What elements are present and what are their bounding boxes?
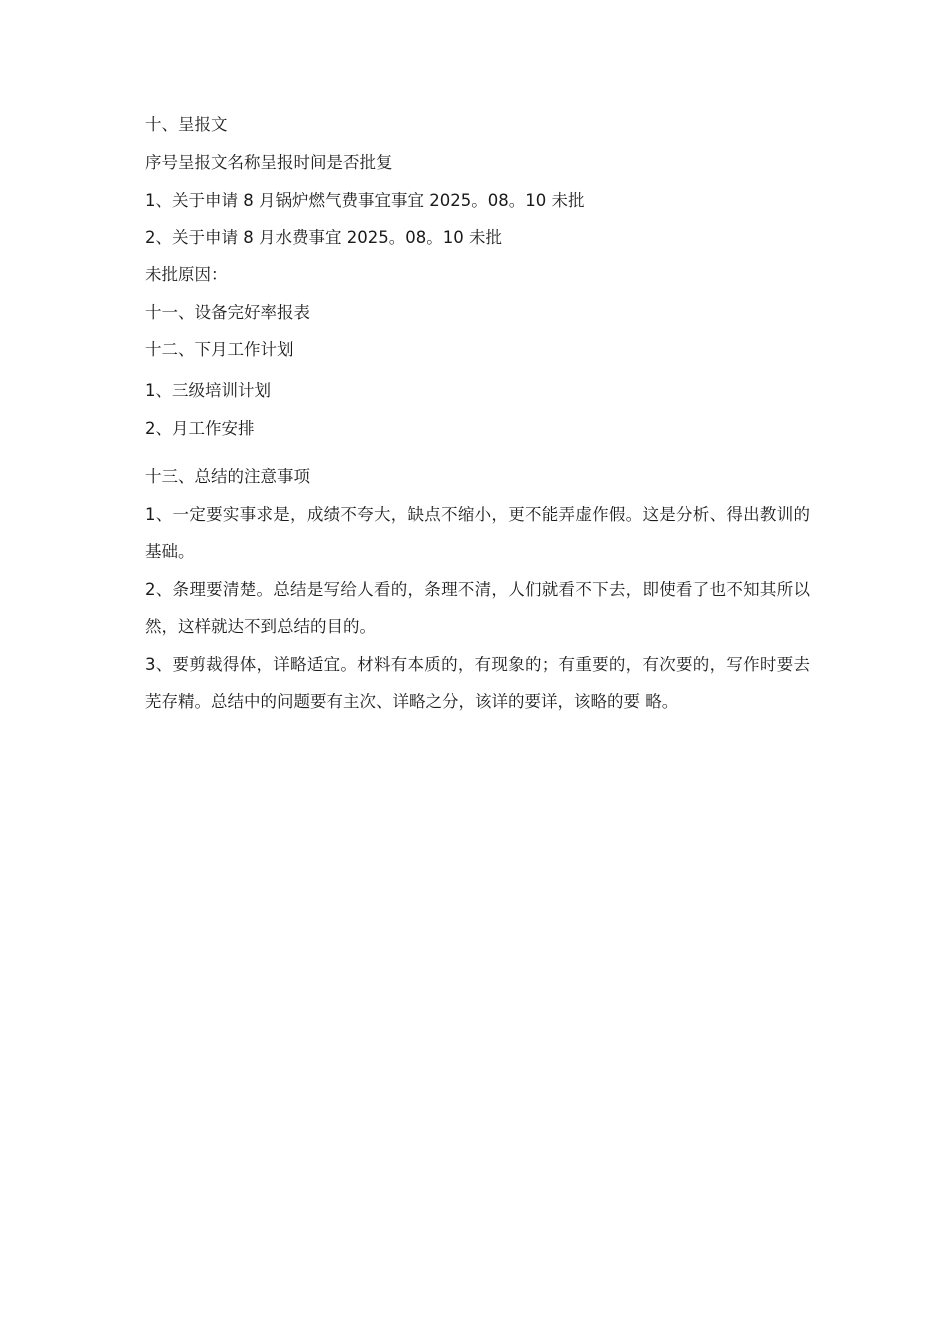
report-item-1: 1、关于申请 8 月锅炉燃气费事宜事宜 2025。08。10 未批 [145,191,585,210]
section-11-heading: 十一、设备完好率报表 [145,303,310,322]
note-paragraph-1: 1、一定要实事求是，成绩不夸大，缺点不缩小，更不能弄虚作假。这是分析、得出教训的基础。 [145,505,810,561]
section-13-heading: 十三、总结的注意事项 [145,467,310,486]
plan-item-1: 1、三级培训计划 [145,381,271,400]
note-paragraph-3: 3、要剪裁得体，详略适宜。材料有本质的，有现象的；有重要的，有次要的，写作时要去芜存精。总结中的问题要有主次、详略之分，该详的要详，该略的要 略。 [145,655,810,711]
plan-item-2: 2、月工作安排 [145,419,255,438]
table-header-line: 序号呈报文名称呈报时间是否批复 [145,153,393,172]
section-10-heading: 十、呈报文 [145,115,228,134]
section-12-heading: 十二、下月工作计划 [145,340,294,359]
report-item-2: 2、关于申请 8 月水费事宜 2025。08。10 未批 [145,228,502,247]
unapproved-reason-label: 未批原因： [145,265,228,284]
note-paragraph-2: 2、条理要清楚。总结是写给人看的，条理不清，人们就看不下去，即使看了也不知其所以然，这样就达不到总结的目的。 [145,580,810,636]
